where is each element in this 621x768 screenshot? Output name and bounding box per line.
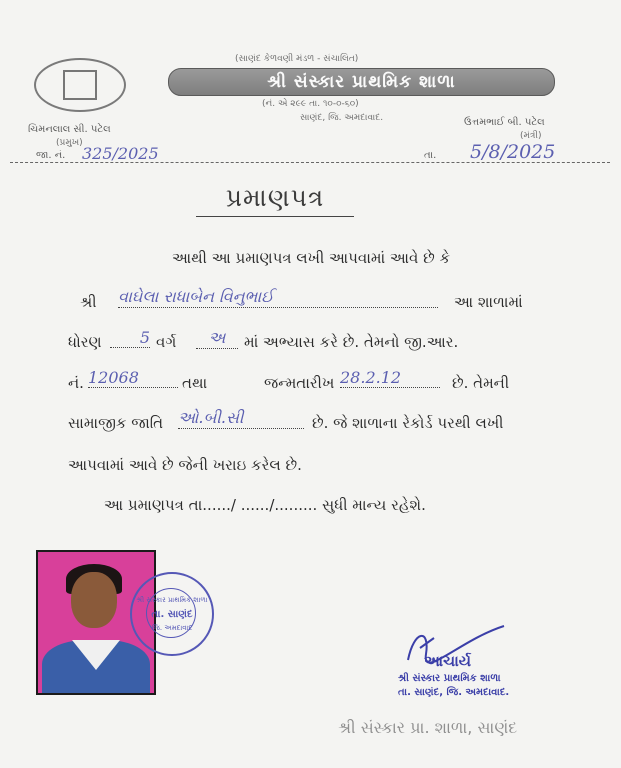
- stamp-top-text: શ્રી સંસ્કાર પ્રાથમિક શાળા: [136, 595, 208, 604]
- caste-label: સામાજીક જાતિ: [68, 414, 164, 432]
- stamp-center-text: તા. સાણંદ: [151, 608, 193, 620]
- principal-role: આચાર્ય: [424, 652, 472, 670]
- std-label: ધોરણ: [68, 333, 102, 351]
- shri-label: શ્રી: [80, 293, 97, 311]
- validity-line: આ પ્રમાણપત્ર તા....../ ....../......... સુધી માન્ય રહેશે.: [104, 496, 426, 514]
- gr-value: 12068: [88, 368, 178, 388]
- and-text: તથા: [182, 374, 208, 392]
- certificate-title: પ્રમાણપત્ર: [196, 180, 354, 217]
- president-role: (પ્રમુખ): [56, 138, 83, 148]
- caste-tail: છે. જે શાળાના રેકોર્ડ પરથી લખી: [312, 414, 504, 432]
- class-label: વર્ગ: [156, 333, 177, 351]
- stamp-bottom-text: જિ. અમદાવાદ: [151, 623, 193, 632]
- this-school-text: આ શાળામાં: [454, 293, 523, 311]
- gr-label: નં.: [68, 374, 84, 392]
- secretary-role: (મંત્રી): [520, 131, 542, 141]
- student-name: વાઘેલા રાધાબેન વિનુભાઈ: [118, 287, 438, 308]
- std-value: 5: [110, 328, 150, 348]
- date-value: 5/8/2025: [470, 141, 556, 163]
- header-subtitle: (સાણંદ કેળવણી મંડળ - સંચાલિત): [235, 54, 359, 64]
- school-name-banner: શ્રી સંસ્કાર પ્રાથમિક શાળા: [168, 68, 555, 96]
- date-label: તા.: [424, 150, 437, 161]
- class-value: અ: [196, 328, 238, 349]
- school-seal-logo: [34, 58, 126, 112]
- dob-value: 28.2.12: [340, 368, 440, 388]
- signature-place: તા. સાણંદ, જિ. અમદાવાદ.: [398, 687, 510, 698]
- school-address: સાણંદ, જિ. અમદાવાદ.: [300, 113, 384, 123]
- intro-line: આથી આ પ્રમાણપત્ર લખી આપવામાં આવે છે કે: [172, 249, 451, 267]
- study-text: માં અભ્યાસ કરે છે. તેમનો જી.આર.: [244, 333, 459, 351]
- verification-line: આપવામાં આવે છે જેની ખરાઇ કરેલ છે.: [68, 456, 302, 474]
- dob-tail: છે. તેમની: [452, 374, 510, 392]
- president-name: ચિમનલાલ સી. પટેલ: [28, 124, 111, 135]
- footer-school-text: શ્રી સંસ્કાર પ્રા. શાળા, સાણંદ: [338, 718, 518, 737]
- signature-school: શ્રી સંસ્કાર પ્રાથમિક શાળા: [398, 673, 501, 684]
- dob-label: જન્મતારીખ: [264, 374, 335, 392]
- secretary-name: ઉત્તમભાઈ બી. પટેલ: [464, 117, 545, 128]
- school-round-stamp: [130, 572, 214, 656]
- ref-number-label: જા. નં.: [36, 150, 66, 161]
- ref-number-value: 325/2025: [82, 144, 159, 163]
- caste-value: ઓ.બી.સી: [178, 408, 304, 429]
- registration-number: (નં. એ ૨૯૯ તા. ૧૦-૦-૬૦): [262, 99, 359, 109]
